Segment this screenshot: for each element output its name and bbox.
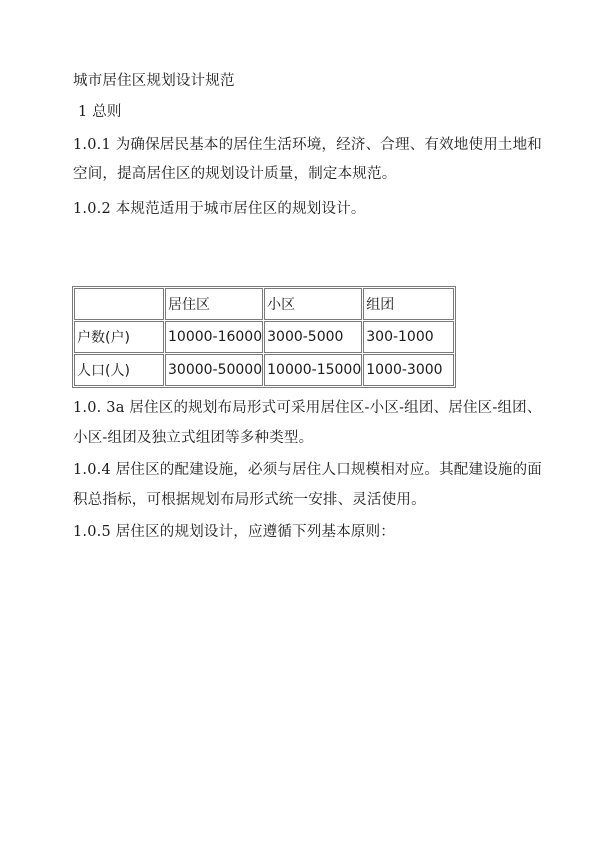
table-header-cell: 居住区 — [165, 288, 263, 320]
document-title: 城市居住区规划设计规范 — [73, 73, 235, 89]
clause-1-0-2: 1.0.2 本规范适用于城市居住区的规划设计。 — [73, 201, 366, 217]
table-row — [74, 354, 454, 386]
clause-1-0-1-line-2: 空间，提高居住区的规划设计质量，制定本规范。 — [73, 166, 397, 182]
table-cell: 30000-50000 — [165, 354, 263, 386]
table-header-row — [74, 288, 454, 320]
table-cell: 1000-3000 — [363, 354, 454, 386]
table-row — [74, 321, 454, 353]
table-cell: 300-1000 — [363, 321, 454, 353]
clause-1-0-3-line-2: 小区-组团及独立式组团等多种类型。 — [73, 430, 314, 446]
table-cell: 10000-15000 — [264, 354, 362, 386]
clause-1-0-1-line-1: 1.0.1 为确保居民基本的居住生活环境，经济、合理、有效地使用土地和 — [73, 137, 543, 153]
clause-1-0-5: 1.0.5 居住区的规划设计，应遵循下列基本原则： — [73, 524, 396, 540]
table-cell: 人口(人) — [74, 354, 164, 386]
table-header-cell — [74, 288, 164, 320]
table-header-cell: 小区 — [264, 288, 362, 320]
table-cell: 10000-16000 — [165, 321, 263, 353]
table-cell: 户数(户) — [74, 321, 164, 353]
clause-1-0-4-line-2: 积总指标，可根据规划布局形式统一安排、灵活使用。 — [73, 492, 426, 508]
table-header-cell: 组团 — [363, 288, 454, 320]
section-heading: 1 总则 — [78, 104, 122, 120]
scale-table — [72, 286, 456, 388]
clause-1-0-3-line-1: 1.0. 3a 居住区的规划布局形式可采用居住区-小区-组团、居住区-组团、 — [73, 400, 542, 416]
clause-1-0-4-line-1: 1.0.4 居住区的配建设施，必须与居住人口规模相对应。其配建设施的面 — [73, 462, 543, 478]
table-cell: 3000-5000 — [264, 321, 362, 353]
